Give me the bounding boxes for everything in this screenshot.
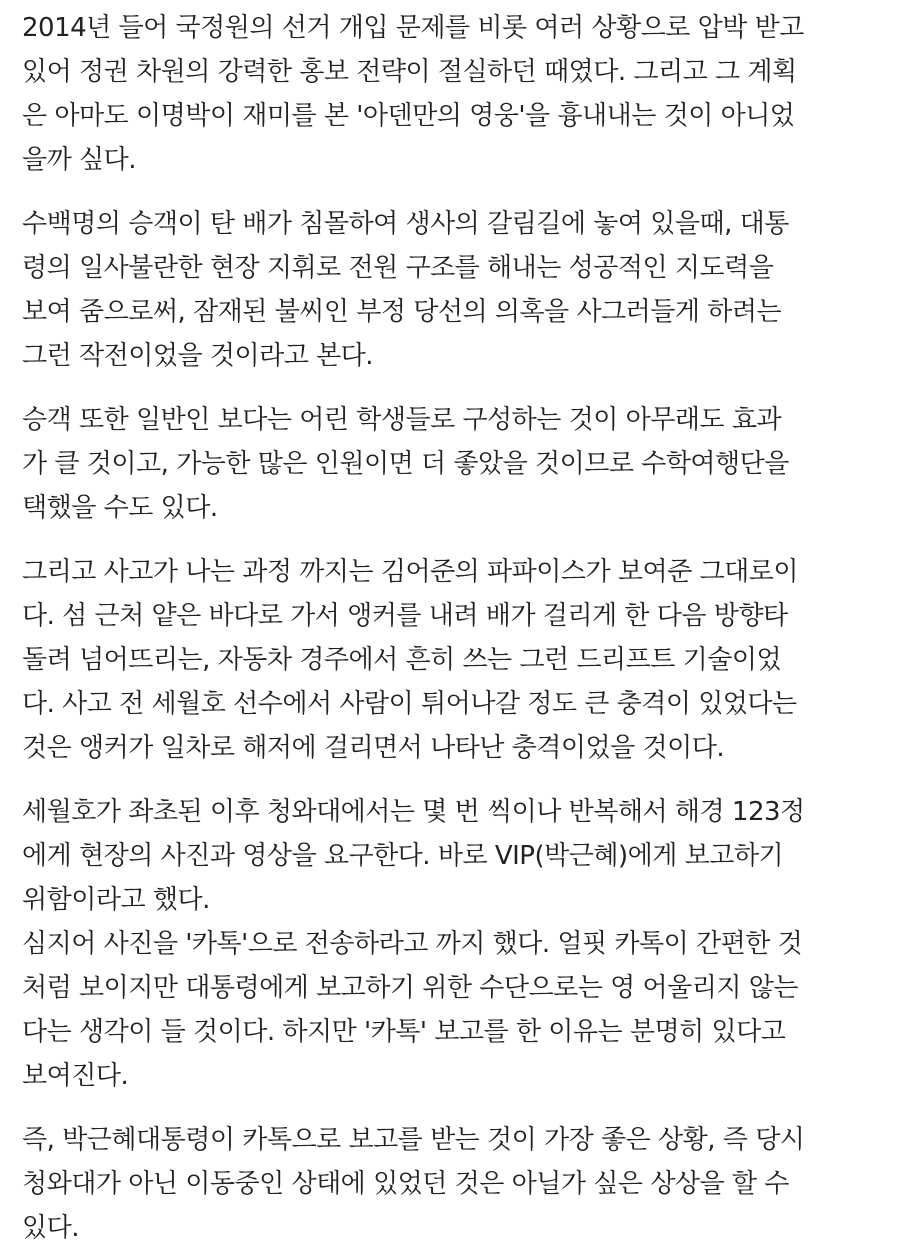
paragraph-spacer [22, 182, 880, 202]
paragraph-4 [22, 550, 880, 770]
text-line: 그런 작전이었을 것이라고 본다. [22, 341, 374, 371]
text-line: 보여진다. [22, 1061, 129, 1091]
paragraph-5 [22, 790, 880, 922]
paragraph-7 [22, 1118, 880, 1250]
text-line: 승객 또한 일반인 보다는 어린 학생들로 구성하는 것이 아무래도 효과 [22, 405, 782, 435]
text-line: 은 아마도 이명박이 재미를 본 '아덴만의 영웅'을 흉내내는 것이 아니었 [22, 101, 795, 131]
paragraph-6 [22, 922, 880, 1098]
text-line: 심지어 사진을 '카톡'으로 전송하라고 까지 했다. 얼핏 카톡이 간편한 것 [22, 929, 803, 959]
paragraph-3 [22, 398, 880, 530]
text-line: 돌려 넘어뜨리는, 자동차 경주에서 흔히 쓰는 그런 드리프트 기술이었 [22, 645, 782, 675]
text-line: 청와대가 아닌 이동중인 상태에 있었던 것은 아닐가 싶은 상상을 할 수 [22, 1169, 789, 1199]
text-line: 에게 현장의 사진과 영상을 요구한다. 바로 VIP(박근혜)에게 보고하기 [22, 841, 784, 871]
text-line: 보여 줌으로써, 잠재된 불씨인 부정 당선의 의혹을 사그러들게 하려는 [22, 297, 782, 327]
paragraph-spacer [22, 770, 880, 790]
text-line: 것은 앵커가 일차로 해저에 걸리면서 나타난 충격이었을 것이다. [22, 733, 725, 763]
text-line: 다는 생각이 들 것이다. 하지만 '카톡' 보고를 한 이유는 분명히 있다고 [22, 1017, 786, 1047]
text-line: 그리고 사고가 나는 과정 까지는 김어준의 파파이스가 보여준 그대로이 [22, 557, 798, 587]
text-line: 을까 싶다. [22, 145, 136, 175]
text-line: 처럼 보이지만 대통령에게 보고하기 위한 수단으로는 영 어울리지 않는 [22, 973, 798, 1003]
paragraph-spacer [22, 1098, 880, 1118]
text-line: 위함이라고 했다. [22, 885, 210, 915]
text-line: 있어 정권 차원의 강력한 홍보 전략이 절실하던 때였다. 그리고 그 계획 [22, 57, 797, 87]
paragraph-2 [22, 202, 880, 378]
paragraph-1 [22, 6, 880, 182]
paragraph-spacer [22, 378, 880, 398]
paragraph-spacer [22, 530, 880, 550]
text-line: 수백명의 승객이 탄 배가 침몰하여 생사의 갈림길에 놓여 있을때, 대통 [22, 209, 789, 239]
text-line: 세월호가 좌초된 이후 청와대에서는 몇 번 씩이나 반복해서 해경 123정 [22, 797, 805, 827]
text-line: 령의 일사불란한 현장 지휘로 전원 구조를 해내는 성공적인 지도력을 [22, 253, 774, 283]
text-line: 있다. [22, 1213, 79, 1243]
text-line: 택했을 수도 있다. [22, 493, 218, 523]
text-line: 2014년 들어 국정원의 선거 개입 문제를 비롯 여러 상황으로 압박 받고 [22, 13, 804, 43]
text-line: 다. 사고 전 세월호 선수에서 사람이 튀어나갈 정도 큰 충격이 있었다는 [22, 689, 797, 719]
text-line: 다. 섬 근처 얕은 바다로 가서 앵커를 내려 배가 걸리게 한 다음 방향타 [22, 601, 788, 631]
text-line: 가 클 것이고, 가능한 많은 인원이면 더 좋았을 것이므로 수학여행단을 [22, 449, 789, 479]
text-line: 즉, 박근혜대통령이 카톡으로 보고를 받는 것이 가장 좋은 상황, 즉 당시 [22, 1125, 805, 1155]
